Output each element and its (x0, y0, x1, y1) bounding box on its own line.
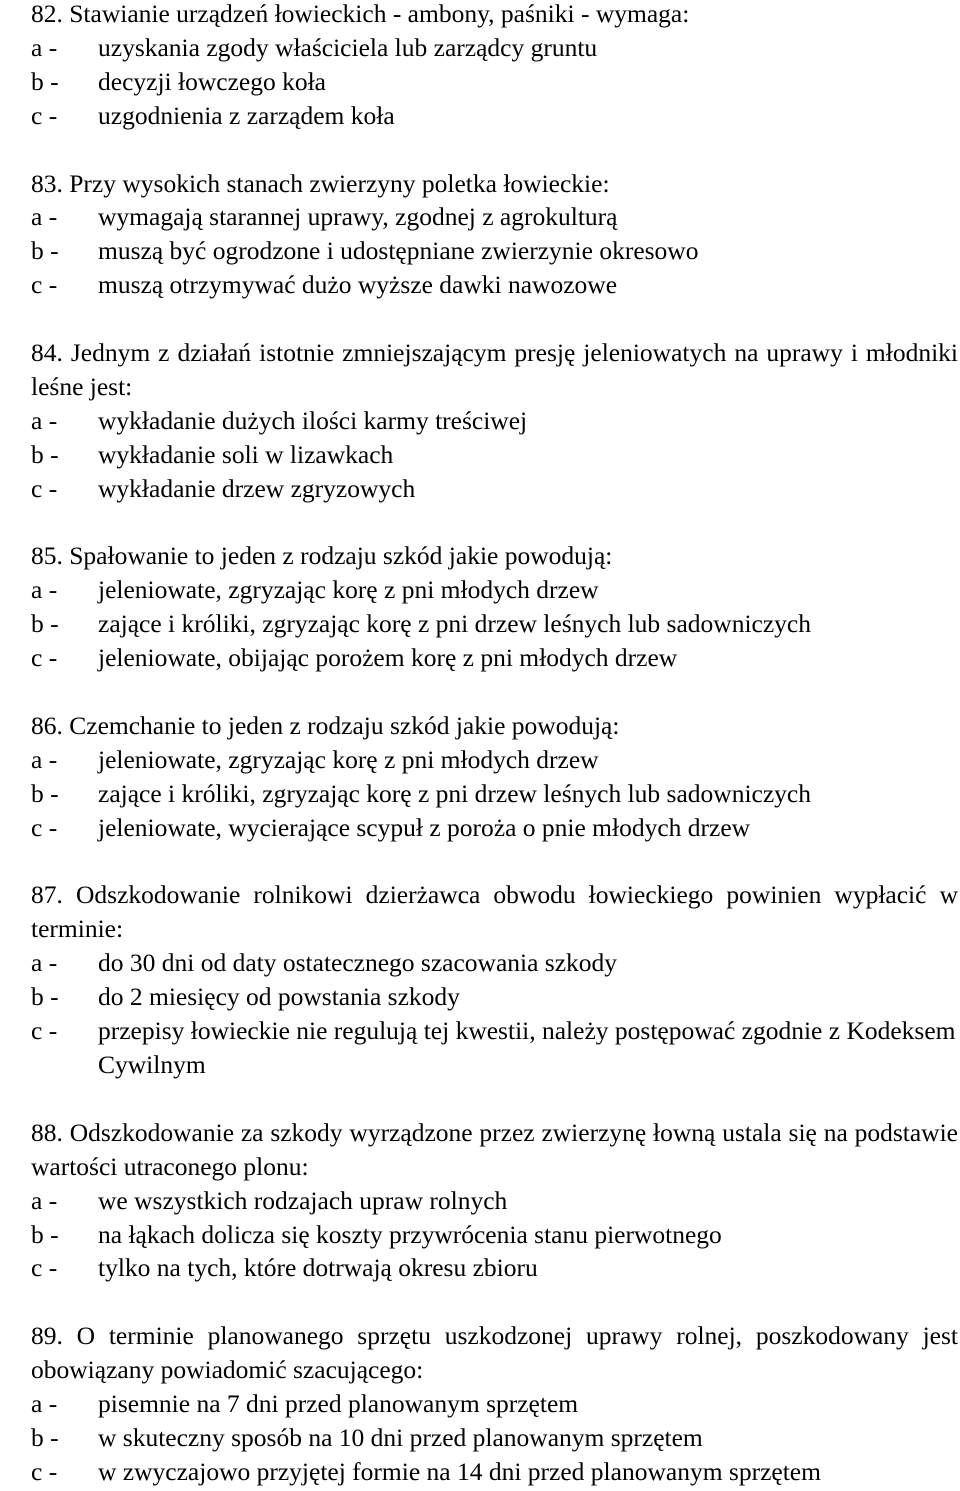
answer-option-c (31, 268, 958, 302)
answer-text: przepisy łowieckie nie regulują tej kwestii, należy postępować zgodnie z Kodeksem Cywilnym (98, 1016, 956, 1080)
answer-option-b (31, 438, 958, 472)
question-stem: 84. Jednym z działań istotnie zmniejszającym presję jeleniowatych na uprawy i młodniki leśne jest: (31, 338, 958, 401)
question-86 (31, 709, 958, 845)
answer-option-b (31, 1218, 958, 1252)
question-stem: 85. Spałowanie to jeden z rodzaju szkód jakie powodują: (31, 541, 613, 571)
answer-text: w skuteczny sposób na 10 dni przed planowanym sprzętem (98, 1422, 703, 1452)
answer-text: uzyskania zgody właściciela lub zarządcy gruntu (98, 32, 598, 62)
answer-letter: c - (31, 1016, 58, 1046)
question-83 (31, 167, 958, 303)
answer-text: do 2 miesięcy od powstania szkody (98, 982, 460, 1012)
answer-text: do 30 dni od daty ostatecznego szacowania szkody (98, 948, 618, 978)
answer-letter: b - (31, 982, 59, 1012)
answer-letter: c - (31, 1456, 58, 1486)
answer-option-b (31, 980, 958, 1014)
answer-option-a (31, 404, 958, 438)
answer-letter: b - (31, 66, 59, 96)
answer-option-a (31, 573, 958, 607)
answer-letter: b - (31, 778, 59, 808)
answer-text: jeleniowate, obijając porożem korę z pni młodych drzew (98, 643, 678, 673)
answer-list (31, 200, 958, 302)
answer-letter: c - (31, 270, 58, 300)
answer-option-b (31, 607, 958, 641)
answer-text: muszą być ogrodzone i udostępniane zwierzynie okresowo (98, 236, 699, 266)
answer-text: w zwyczajowo przyjętej formie na 14 dni przed planowanym sprzętem (98, 1456, 821, 1486)
answer-option-a (31, 1387, 958, 1421)
question-stem: 87. Odszkodowanie rolnikowi dzierżawca obwodu łowieckiego powinien wypłacić w terminie: (31, 880, 958, 944)
answer-text: wykładanie soli w lizawkach (98, 439, 394, 469)
answer-letter: a - (31, 1389, 58, 1419)
answer-list (31, 1184, 958, 1286)
answer-list (31, 743, 958, 845)
answer-letter: a - (31, 1185, 58, 1215)
answer-option-b (31, 1421, 958, 1455)
answer-option-a (31, 946, 958, 980)
answer-list (31, 404, 958, 506)
answer-text: jeleniowate, zgryzając korę z pni młodych drzew (98, 575, 599, 605)
question-stem: 88. Odszkodowanie za szkody wyrządzone przez zwierzynę łowną ustala się na podstawie wartości utraconego plonu: (31, 1117, 958, 1181)
answer-list (31, 31, 958, 133)
question-89 (31, 1319, 958, 1489)
question-85 (31, 539, 958, 675)
answer-text: pisemnie na 7 dni przed planowanym sprzętem (98, 1389, 579, 1419)
answer-letter: c - (31, 812, 58, 842)
answer-option-a (31, 200, 958, 234)
answer-option-c (31, 1251, 958, 1285)
answer-letter: a - (31, 202, 58, 232)
answer-text: zające i króliki, zgryzając korę z pni drzew leśnych lub sadowniczych (98, 609, 811, 639)
answer-text: jeleniowate, zgryzając korę z pni młodych drzew (98, 744, 599, 774)
answer-option-b (31, 234, 958, 268)
answer-letter: c - (31, 100, 58, 130)
answer-letter: b - (31, 236, 59, 266)
answer-option-a (31, 1184, 958, 1218)
answer-list (31, 1387, 958, 1489)
question-stem: 89. O terminie planowanego sprzętu uszkodzonej uprawy rolnej, poszkodowany jest obowiązany powiadomić szacującego: (31, 1321, 958, 1385)
question-84 (31, 336, 958, 506)
question-87 (31, 878, 958, 1081)
answer-text: na łąkach dolicza się koszty przywrócenia stanu pierwotnego (98, 1219, 722, 1249)
question-88 (31, 1116, 958, 1286)
answer-option-a (31, 31, 958, 65)
answer-text: we wszystkich rodzajach upraw rolnych (98, 1185, 508, 1215)
answer-option-a (31, 743, 958, 777)
answer-option-c (31, 811, 958, 845)
answer-letter: c - (31, 643, 58, 673)
answer-option-b (31, 777, 958, 811)
answer-text: muszą otrzymywać dużo wyższe dawki nawozowe (98, 270, 618, 300)
answer-letter: a - (31, 32, 58, 62)
answer-letter: b - (31, 609, 59, 639)
question-stem: 83. Przy wysokich stanach zwierzyny poletka łowieckie: (31, 168, 610, 198)
answer-option-c (31, 641, 958, 675)
answer-letter: a - (31, 948, 58, 978)
answer-text: zające i króliki, zgryzając korę z pni drzew leśnych lub sadowniczych (98, 778, 811, 808)
answer-letter: b - (31, 1219, 59, 1249)
question-stem: 86. Czemchanie to jeden z rodzaju szkód jakie powodują: (31, 710, 620, 740)
answer-letter: c - (31, 473, 58, 503)
answer-text: wykładanie drzew zgryzowych (98, 473, 416, 503)
answer-letter: b - (31, 439, 59, 469)
answer-letter: a - (31, 744, 58, 774)
answer-option-c (31, 1014, 958, 1082)
answer-text: tylko na tych, które dotrwają okresu zbioru (98, 1253, 538, 1283)
answer-option-c (31, 472, 958, 506)
answer-text: wykładanie dużych ilości karmy treściwej (98, 405, 528, 435)
answer-text: decyzji łowczego koła (98, 66, 326, 96)
answer-text: wymagają starannej uprawy, zgodnej z agrokulturą (98, 202, 618, 232)
answer-option-c (31, 99, 958, 133)
answer-list (31, 573, 958, 675)
answer-letter: a - (31, 405, 58, 435)
question-stem: 82. Stawianie urządzeń łowieckich - ambony, paśniki - wymaga: (31, 0, 690, 28)
answer-option-b (31, 65, 958, 99)
answer-letter: c - (31, 1253, 58, 1283)
answer-text: uzgodnienia z zarządem koła (98, 100, 395, 130)
answer-option-c (31, 1455, 958, 1489)
answer-list (31, 946, 958, 1082)
question-82 (31, 0, 958, 133)
answer-letter: a - (31, 575, 58, 605)
answer-text: jeleniowate, wycierające scypuł z poroża o pnie młodych drzew (98, 812, 751, 842)
answer-letter: b - (31, 1422, 59, 1452)
